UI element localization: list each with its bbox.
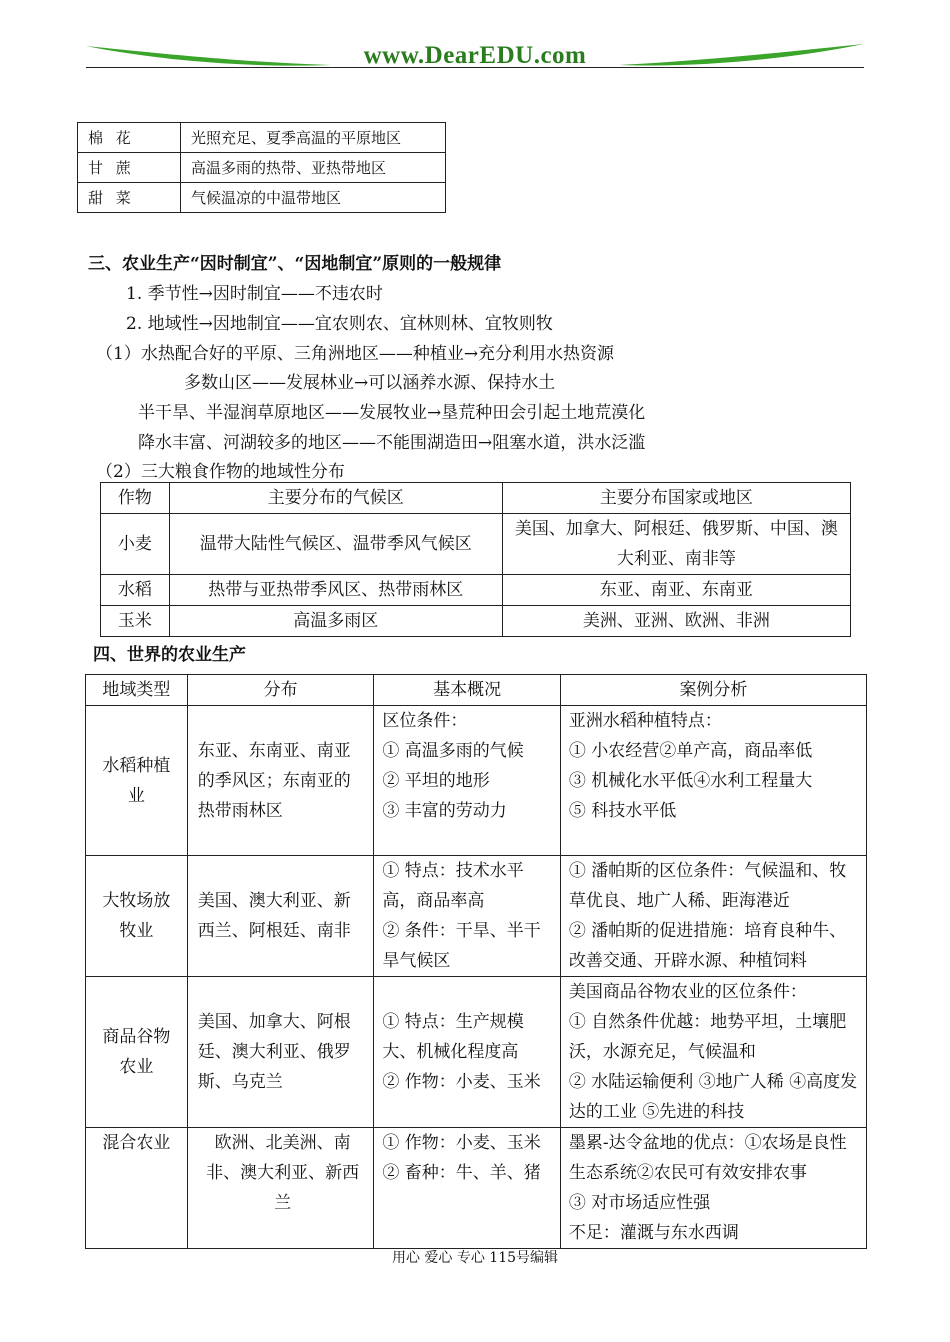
overview-line: ① 特点：技术水平高，商品率高 (382, 861, 524, 911)
overview-line: ② 平坦的地形 (382, 771, 490, 791)
case-analysis-cell (560, 1128, 866, 1249)
grain-distribution-table (100, 482, 851, 637)
distribution-text: 欧洲、北美洲、南非、澳大利亚、新西兰 (206, 1133, 360, 1213)
crop-condition-cell: 光照充足、夏季高温的平原地区 (181, 123, 446, 153)
table-row (86, 856, 867, 977)
distribution-text: 美国、澳大利亚、新西兰、阿根廷、南非 (197, 891, 351, 941)
case-line: ③ 机械化水平低④水利工程量大 (568, 771, 813, 791)
section3-line: （2）三大粮食作物的地域性分布 (96, 462, 345, 482)
region-type-label: 混合农业 (102, 1133, 171, 1153)
site-logo: www.DearEDU.com (363, 42, 587, 69)
section3-line: （1）水热配合好的平原、三角洲地区——种植业→充分利用水热资源 (96, 344, 615, 364)
column-header: 主要分布的气候区 (169, 483, 502, 514)
overview-cell (374, 856, 560, 977)
crop-name-cell: 棉 花 (78, 123, 181, 153)
table-row (101, 575, 851, 606)
distribution-cell (187, 1128, 374, 1249)
crop-cell: 小麦 (101, 514, 170, 575)
table-header-row (86, 675, 867, 706)
column-header: 案例分析 (560, 675, 866, 706)
case-line: ③ 对市场适应性强 (568, 1193, 711, 1213)
crop-condition-cell: 气候温凉的中温带地区 (181, 183, 446, 213)
overview-cell (374, 706, 560, 856)
overview-line: ② 畜种：牛、羊、猪 (382, 1163, 541, 1183)
region-type-label: 商品谷物农业 (102, 1027, 171, 1077)
overview-cell (374, 1128, 560, 1249)
case-line: ② 潘帕斯的促进措施：培育良种牛、改善交通、开辟水源、种植饲料 (568, 921, 847, 971)
case-line: ① 潘帕斯的区位条件：气候温和、牧草优良、地广人稀、距海港近 (568, 861, 847, 911)
overview-line: 区位条件： (382, 711, 468, 731)
climate-cell: 高温多雨区 (169, 606, 502, 637)
case-analysis-cell (560, 977, 866, 1128)
case-line: ⑤ 科技水平低 (568, 801, 677, 821)
section3-line: 半干旱、半湿润草原地区——发展牧业→垦荒种田会引起土地荒漠化 (138, 403, 646, 423)
case-line: ① 自然条件优越：地势平坦，土壤肥沃，水源充足，气候温和 (568, 1012, 847, 1062)
region-type-cell (86, 977, 188, 1128)
table-row (101, 606, 851, 637)
section4-heading: 四、世界的农业生产 (93, 645, 246, 665)
case-line: ① 小农经营②单产高，商品率低 (568, 741, 813, 761)
case-line: 亚洲水稻种植特点： (568, 711, 722, 731)
distribution-cell (187, 977, 374, 1128)
crop-cell: 水稻 (101, 575, 170, 606)
table-row (78, 153, 446, 183)
section3-line: 1. 季节性→因时制宜——不违农时 (126, 284, 383, 304)
region-type-cell (86, 1128, 188, 1249)
case-line: 美国商品谷物农业的区位条件： (568, 982, 807, 1002)
overview-line: ① 作物：小麦、玉米 (382, 1133, 541, 1153)
table-row (86, 1128, 867, 1249)
region-cell: 美洲、亚洲、欧洲、非洲 (502, 606, 850, 637)
overview-cell (374, 977, 560, 1128)
column-header: 作物 (101, 483, 170, 514)
distribution-cell (187, 706, 374, 856)
distribution-text: 东亚、东南亚、南亚的季风区；东南亚的热带雨林区 (197, 740, 351, 821)
climate-cell: 热带与亚热带季风区、热带雨林区 (169, 575, 502, 606)
column-header: 主要分布国家或地区 (502, 483, 850, 514)
table-header-row (101, 483, 851, 514)
region-cell: 美国、加拿大、阿根廷、俄罗斯、中国、澳大利亚、南非等 (502, 514, 850, 575)
crop-name-cell: 甜 菜 (78, 183, 181, 213)
table-row (78, 183, 446, 213)
crop-condition-cell: 高温多雨的热带、亚热带地区 (181, 153, 446, 183)
region-type-cell (86, 856, 188, 977)
case-line: ② 水陆运输便利 ③地广人稀 ④高度发达的工业 ⑤先进的科技 (568, 1072, 858, 1122)
section3-line: 多数山区——发展林业→可以涵养水源、保持水土 (184, 373, 556, 393)
distribution-cell (187, 856, 374, 977)
case-analysis-cell (560, 706, 866, 856)
region-type-label: 水稻种植业 (102, 755, 171, 806)
case-line: 墨累-达令盆地的优点：①农场是良性生态系统②农民可有效安排农事 (568, 1133, 847, 1183)
crop-cell: 玉米 (101, 606, 170, 637)
climate-cell: 温带大陆性气候区、温带季风气候区 (169, 514, 502, 575)
table-row (86, 706, 867, 856)
section3-line: 2. 地域性→因地制宜——宜农则农、宜林则林、宜牧则牧 (126, 314, 553, 334)
region-type-label: 大牧场放牧业 (102, 891, 171, 941)
table-row (78, 123, 446, 153)
overview-line: ① 特点：生产规模大、机械化程度高 (382, 1012, 524, 1062)
page-header (86, 38, 864, 72)
world-agriculture-table (85, 674, 867, 1249)
case-line: 不足：灌溉与东水西调 (568, 1223, 739, 1243)
crop-condition-table (77, 122, 446, 213)
overview-line: ② 作物：小麦、玉米 (382, 1072, 541, 1092)
overview-line: ③ 丰富的劳动力 (382, 801, 507, 821)
page-footer: 用心 爱心 专心 115号编辑 (391, 1250, 559, 1266)
distribution-text: 美国、加拿大、阿根廷、澳大利亚、俄罗斯、乌克兰 (197, 1012, 351, 1092)
table-row (86, 977, 867, 1128)
section3-line: 降水丰富、河湖较多的地区——不能围湖造田→阻塞水道，洪水泛滥 (138, 433, 646, 453)
crop-name-cell: 甘 蔗 (78, 153, 181, 183)
case-analysis-cell (560, 856, 866, 977)
table-row (101, 514, 851, 575)
column-header: 基本概况 (374, 675, 560, 706)
region-type-cell (86, 706, 188, 856)
header-rule (86, 67, 864, 68)
region-cell: 东亚、南亚、东南亚 (502, 575, 850, 606)
column-header: 分布 (187, 675, 374, 706)
section3-heading: 三、农业生产“因时制宜”、“因地制宜”原则的一般规律 (88, 254, 502, 274)
overview-line: ① 高温多雨的气候 (382, 741, 524, 761)
column-header: 地域类型 (86, 675, 188, 706)
overview-line: ② 条件：干旱、半干旱气候区 (382, 921, 541, 971)
